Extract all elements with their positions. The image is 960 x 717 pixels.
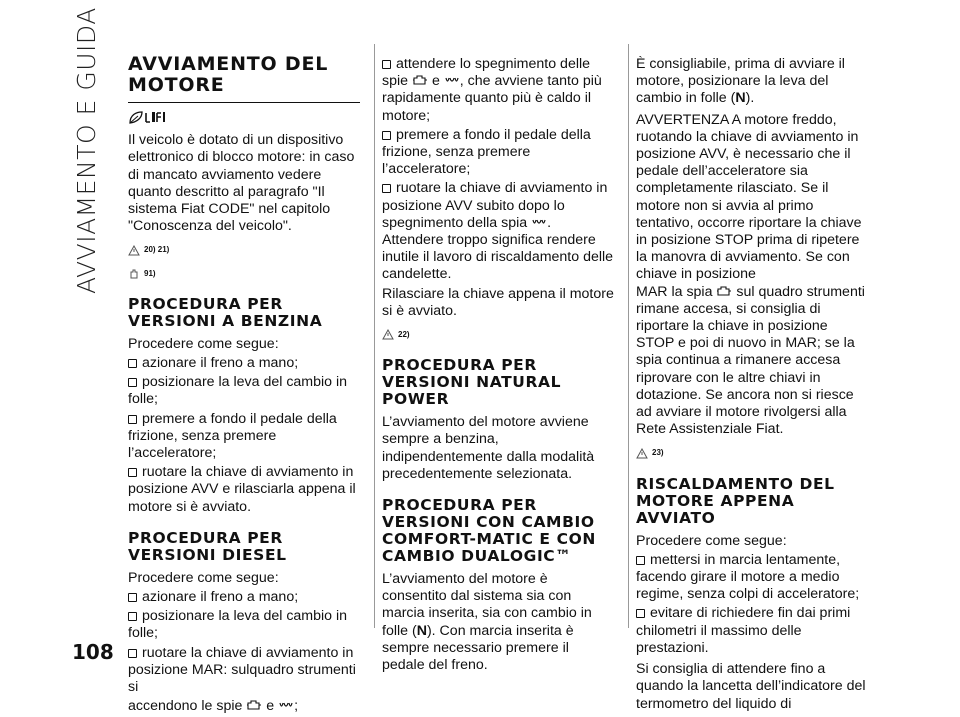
list-item: posizionare la leva del cambio in folle;	[128, 374, 348, 408]
checkbox-bullet-icon	[128, 378, 137, 387]
list-item: premere a fondo il pedale della frizione, senza premere l’acceleratore;	[382, 126, 591, 178]
list-item: premere a fondo il pedale della frizione, senza premere l’acceleratore;	[128, 410, 337, 462]
checkbox-bullet-icon	[128, 593, 137, 602]
eco-leaf-icon	[128, 109, 170, 130]
warning-reference: 22)	[382, 326, 614, 343]
list-item: ruotare la chiave di avviamento in posizione AVV subito dopo lo spegnimento della spia . Attendere troppo significa rendere inutile il lavoro di riscaldamento delle candelette.	[382, 180, 614, 283]
section-title-petrol: PROCEDURA PER VERSIONI A BENZINA	[128, 294, 323, 330]
warm-up-intro: Procedere come segue:	[636, 532, 787, 549]
list-item: accendono le spie e ;	[128, 698, 299, 715]
warning-triangle-icon	[636, 448, 648, 459]
section-title-warm-up: RISCALDAMENTO DEL MOTORE APPENA AVVIATO	[636, 474, 835, 527]
natural-power-text: L’avviamento del motore avviene sempre a benzina, indipendentemente dalla modalità precedentemente selezionata.	[382, 414, 595, 482]
section-title-comfort-matic: PROCEDURA PER VERSIONI CON CAMBIO COMFORT-MATIC E CON CAMBIO DUALOGIC™	[382, 496, 596, 566]
checkbox-bullet-icon	[128, 649, 137, 658]
list-item: evitare di richiedere fin dai primi chilometri il massimo delle prestazioni.	[636, 605, 851, 656]
glow-plug-icon	[444, 75, 460, 87]
diesel-intro: Procedere come segue:	[128, 569, 279, 586]
list-item: posizionare la leva del cambio in folle;	[128, 608, 348, 642]
checkbox-bullet-icon	[636, 556, 645, 565]
glow-plug-icon	[278, 700, 294, 712]
list-item: attendere lo spegnimento delle spie e , che avviene tanto più rapidamente quanto più è caldo il motore;	[382, 56, 602, 124]
caution-reference	[128, 265, 360, 282]
release-key-text: Rilasciare la chiave appena il motore si è avviato.	[382, 285, 614, 319]
thermometer-advice-text: Si consiglia di attendere fino a quando la lancetta dell’indicatore del termometro del liquido di	[636, 661, 866, 712]
side-chapter-title: AVVIAMENTO E GUIDA	[72, 7, 101, 294]
column-2	[382, 56, 614, 676]
checkbox-bullet-icon	[128, 612, 137, 621]
engine-fault-icon	[716, 284, 732, 298]
column-divider	[628, 44, 629, 628]
column-1	[128, 54, 360, 717]
warning-reference	[128, 241, 360, 258]
comfort-matic-text: L’avviamento del motore è consentito dal sistema sia con marcia inserita, sia con cambio in folle (N). Con marcia inserita è sempre necessario premere il pedale del freno.	[382, 571, 592, 674]
intro-paragraph: Il veicolo è dotato di un dispositivo elettronico di blocco motore: in caso di mancato avviamento vedere quanto descritto al paragrafo "Il sistema Fiat CODE" nel capitolo "Conoscenza del veicolo".	[128, 132, 355, 235]
list-item: ruotare la chiave di avviamento in posizione AVV e rilasciarla appena il motore si è avviato.	[128, 464, 356, 515]
petrol-intro: Procedere come segue:	[128, 335, 279, 352]
cold-engine-warning-text: AVVERTENZA A motore freddo, ruotando la chiave di avviamento in posizione AVV, è necessario che il pedale dell’acceleratore sia completamente rilasciato. Se il motore non si avvia al primo tentativo, occorre riportare la chiave in posizione STOP prima di ripetere la manovra di avviamento. Se con chiave in posizione MAR la spia sul quadro strumenti rimane accesa, si consiglia di riportare la chiave in posizione STOP e poi di nuovo in MAR; se la spia continua a rimanere accesa riprovare con le altre chiavi in dotazione. Se ancora non si riesce ad avviare il motore rivolgersi alla Rete Assistenziale Fiat.	[636, 111, 865, 438]
neutral-advice-text: È consigliabile, prima di avviare il motore, posizionare la leva del cambio in folle (N).	[636, 56, 845, 107]
caution-reference-number: 91)	[144, 268, 156, 278]
warning-reference: 23)	[636, 444, 868, 461]
checkbox-bullet-icon	[128, 468, 137, 477]
checkbox-bullet-icon	[128, 415, 137, 424]
list-item: ruotare la chiave di avviamento in posizione MAR: sulquadro strumenti si	[128, 644, 356, 696]
column-divider	[374, 44, 375, 628]
warning-triangle-icon	[128, 245, 140, 256]
checkbox-bullet-icon	[128, 359, 137, 368]
glow-plug-icon	[531, 217, 547, 229]
list-item: azionare il freno a mano;	[128, 355, 360, 372]
checkbox-bullet-icon	[382, 60, 391, 69]
warning-reference-numbers: 20) 21)	[144, 245, 170, 255]
checkbox-bullet-icon	[382, 184, 391, 193]
list-item: mettersi in marcia lentamente, facendo girare il motore a medio regime, senza colpi di acceleratore;	[636, 551, 860, 603]
section-title-engine-start: AVVIAMENTO DEL MOTORE	[128, 53, 329, 96]
title-rule	[128, 102, 360, 103]
caution-hand-icon	[128, 268, 140, 279]
column-3	[636, 56, 868, 715]
page-number: 108	[72, 640, 114, 664]
list-item: azionare il freno a mano;	[128, 589, 360, 606]
engine-fault-icon	[412, 73, 428, 87]
checkbox-bullet-icon	[636, 609, 645, 618]
checkbox-bullet-icon	[382, 131, 391, 140]
warning-triangle-icon	[382, 329, 394, 340]
section-title-natural-power: PROCEDURA PER VERSIONI NATURAL POWER	[382, 356, 562, 409]
section-title-diesel: PROCEDURA PER VERSIONI DIESEL	[128, 528, 287, 564]
engine-fault-icon	[246, 698, 262, 712]
